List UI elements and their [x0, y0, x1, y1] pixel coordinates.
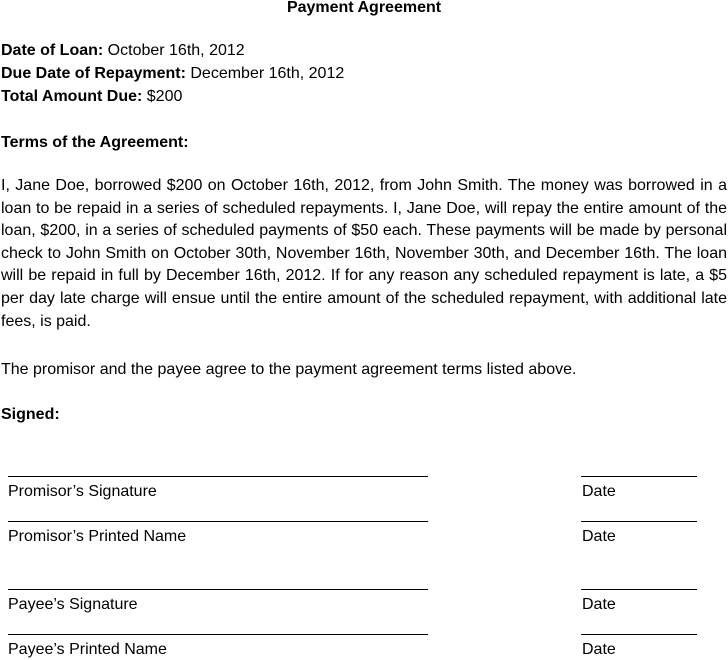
total-due-row: [1, 86, 182, 108]
promisor-printed-name-label: Promisor’s Printed Name: [8, 528, 187, 545]
document-title: Payment Agreement: [286, 0, 442, 16]
date-label: Date: [582, 641, 616, 658]
terms-line: the scheduled repayment, with additional late fees, is paid.: [1, 289, 728, 330]
promisor-signature-label: Promisor’s Signature: [8, 483, 157, 500]
loan-date-row: [1, 40, 245, 62]
terms-paragraph: [1, 175, 727, 333]
date-label: Date: [582, 528, 616, 545]
date-label: Date: [582, 596, 616, 613]
agreement-statement: The promisor and the payee agree to the payment agreement terms listed above.: [1, 361, 577, 378]
due-date-value: December 16th, 2012: [190, 65, 345, 82]
terms-line: in a loan to be repaid in a series of scheduled repayments. I, Jane Doe, will repay the entire: [1, 177, 727, 217]
date-line: [581, 521, 697, 522]
promisor-printed-name-line: [8, 521, 428, 522]
payee-signature-line: [8, 589, 428, 590]
terms-line: be made by personal check to John Smith on October 30th, November 16th, November 30th,: [1, 222, 728, 262]
terms-line: any scheduled repayment is late, a $5 per day late charge will ensue until the entire amount of: [1, 267, 728, 307]
due-date-row: [1, 63, 344, 85]
promisor-signature-line: [8, 476, 428, 477]
total-due-value: $200: [146, 88, 183, 105]
signed-heading: Signed:: [1, 406, 60, 423]
payee-printed-name-label: Payee’s Printed Name: [8, 641, 167, 658]
date-line: [581, 634, 697, 635]
terms-line: I, Jane Doe, borrowed $200 on October 16th, 2012, from John Smith. The money was borrowed: [1, 177, 695, 194]
date-label: Date: [582, 483, 616, 500]
date-line: [581, 589, 697, 590]
loan-date-value: October 16th, 2012: [107, 42, 245, 59]
total-due-label: Total Amount Due:: [1, 88, 143, 105]
due-date-label: Due Date of Repayment:: [1, 65, 186, 82]
terms-line: and December 16th. The loan will be repaid in full by December 16th, 2012. If for any reason: [1, 244, 727, 285]
date-line: [581, 476, 697, 477]
loan-date-label: Date of Loan:: [1, 42, 104, 59]
payee-printed-name-line: [8, 634, 428, 635]
payee-signature-label: Payee’s Signature: [8, 596, 138, 613]
terms-line: amount of the loan, $200, in a series of scheduled payments of $50 each. These payments will: [1, 199, 728, 240]
terms-heading: Terms of the Agreement:: [1, 134, 189, 151]
